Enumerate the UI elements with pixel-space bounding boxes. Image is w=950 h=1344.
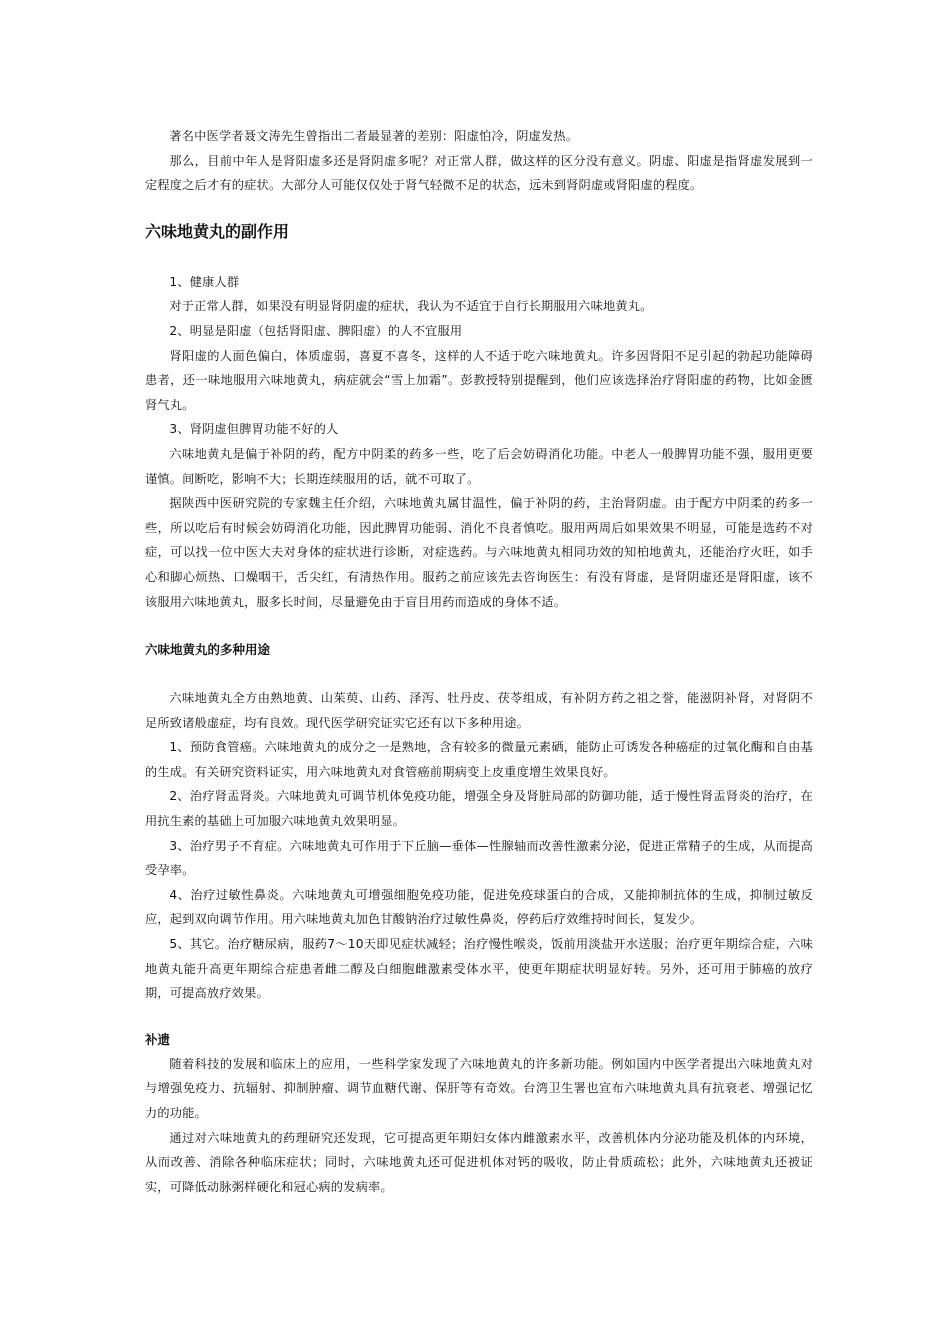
body-paragraph: 5、其它。治疗糖尿病，服药7～10天即见症状减轻；治疗慢性喉炎，饭前用淡盐开水送服；治疗更年期综合症，六味地黄丸能升高更年期综合症患者雌二醇及白细胞雌激素受体水平，使更年期症状明显好转。另外，还可用于肺癌的放疗期，可提高放疗效果。 [145,937,813,1001]
section-heading-supplement: 补遗 [145,1031,171,1047]
body-paragraph: 六味地黄丸是偏于补阴的药，配方中阴柔的药多一些，吃了后会妨碍消化功能。中老人一般脾胃功能不强，服用更要谨慎。间断吃，影响不大；长期连续服用的话，就不可取了。 [145,446,813,486]
body-paragraph: 六味地黄丸全方由熟地黄、山茱萸、山药、泽泻、牡丹皮、茯苓组成，有补阴方药之祖之誉，能滋阴补肾，对肾阴不足所致诸般虚症，均有良效。现代医学研究证实它还有以下多种用途。 [145,691,813,730]
section-heading-side-effects: 六味地黄丸的副作用 [145,221,290,241]
body-paragraph: 肾阳虚的人面色偏白，体质虚弱，喜夏不喜冬，这样的人不适于吃六味地黄丸。许多因肾阳不足引起的勃起功能障碍患者，还一味地服用六味地黄丸，病症就会“雪上加霜”。彭教授特别提醒到，他们应该选择治疗肾阳虚的药物，比如金匮肾气丸。 [145,348,813,412]
body-paragraph: 随着科技的发展和临床上的应用，一些科学家发现了六味地黄丸的许多新功能。例如国内中医学者提出六味地黄丸对与增强免疫力、抗辐射、抑制肿瘤、调节血糖代谢、保肝等有奇效。台湾卫生署也宣布六味地黄丸具有抗衰老、增强记忆力的功能。 [145,1056,813,1120]
body-paragraph: 2、治疗肾盂肾炎。六味地黄丸可调节机体免疫功能，增强全身及肾脏局部的防御功能，适于慢性肾盂肾炎的治疗，在用抗生素的基础上可加服六味地黄丸效果明显。 [145,789,813,829]
body-paragraph: 1、预防食管癌。六味地黄丸的成分之一是熟地，含有较多的微量元素硒，能防止可诱发各种癌症的过氧化酶和自由基的生成。有关研究资料证实，用六味地黄丸对食管癌前期病变上皮重度增生效果良好。 [145,740,813,779]
section-heading-uses: 六味地黄丸的多种用途 [145,642,271,658]
list-item-heading: 3、肾阴虚但脾胃功能不好的人 [169,422,339,437]
list-item-heading: 2、明显是阳虚（包括肾阳虚、脾阳虚）的人不宜服用 [169,323,463,338]
intro-paragraph: 著名中医学者聂文涛先生曾指出二者最显著的差别：阳虚怕冷，阴虚发热。 [169,129,579,143]
body-paragraph: 4、治疗过敏性鼻炎。六味地黄丸可增强细胞免疫功能，促进免疫球蛋白的合成，又能抑制抗体的生成，抑制过敏反应，起到双向调节作用。用六味地黄丸加色甘酸钠治疗过敏性鼻炎，停药后疗效维持时间长，复发少。 [145,887,813,927]
body-paragraph: 3、治疗男子不育症。六味地黄丸可作用于下丘脑—垂体—性腺轴而改善性激素分泌，促进正常精子的生成，从而提高受孕率。 [145,838,813,878]
body-paragraph: 通过对六味地黄丸的药理研究还发现，它可提高更年期妇女体内雌激素水平，改善机体内分泌功能及机体的内环境，从而改善、消除各种临床症状；同时，六味地黄丸还可促进机体对钙的吸收，防止骨质疏松；此外，六味地黄丸还被证实，可降低动脉粥样硬化和冠心病的发病率。 [145,1130,813,1194]
list-item-heading: 1、健康人群 [169,274,240,289]
body-paragraph: 对于正常人群，如果没有明显肾阴虚的症状，我认为不适宜于自行长期服用六味地黄丸。 [169,299,653,314]
intro-paragraph: 那么，目前中年人是肾阳虚多还是肾阴虚多呢？对正常人群，做这样的区分没有意义。阴虚、阳虚是指肾虚发展到一定程度之后才有的症状。大部分人可能仅仅处于肾气轻微不足的状态，远未到肾阴虚或肾阳虚的程度。 [145,153,813,193]
body-paragraph: 据陕西中医研究院的专家魏主任介绍，六味地黄丸属甘温性，偏于补阴的药，主治肾阴虚。由于配方中阴柔的药多一些，所以吃后有时候会妨碍消化功能，因此脾胃功能弱、消化不良者慎吃。服用两周后如果效果不明显，可能是选药不对症，可以找一位中医大夫对身体的症状进行诊断，对症选药。与六味地黄丸相同功效的知柏地黄丸，还能治疗火旺，如手心和脚心烦热、口燥咽干，舌尖红，有清热作用。服药之前应该先去咨询医生：有没有肾虚，是肾阴虚还是肾阳虚，该不该服用六味地黄丸，服多长时间，尽量避免由于盲目用药而造成的身体不适。 [145,496,813,609]
document-body [145,124,813,1199]
